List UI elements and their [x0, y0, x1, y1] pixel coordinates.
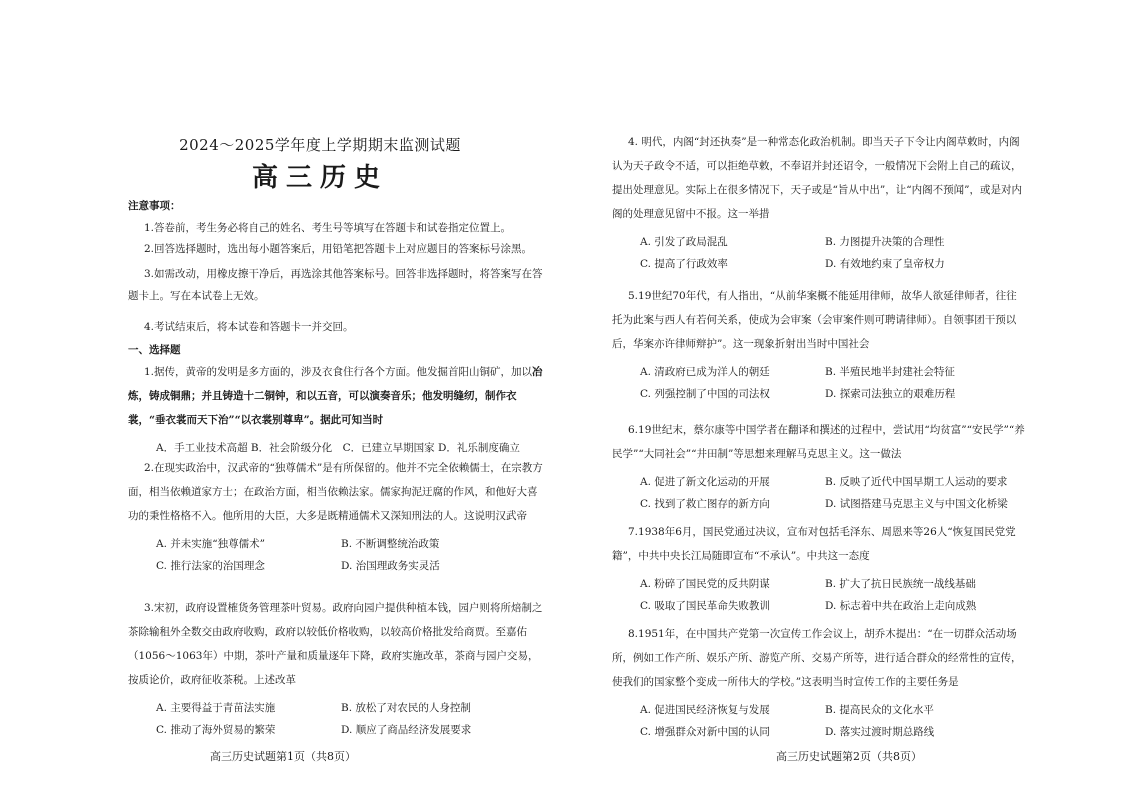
question-5: [612, 284, 1026, 404]
notice-item-2: 2.回答选择题时，选出每小题答案后，用铅笔把答题卡上对应题目的答案标号涂黑。: [144, 243, 533, 256]
option-b: B. 力图提升决策的合理性: [825, 236, 945, 248]
question-4-options: [612, 232, 1026, 274]
option-c: C. 列强控制了中国的司法权: [640, 388, 770, 400]
question-5-stem: 5.19世纪70年代，有人指出，“从前华案概不能延用律师，故华人欲延律师者，往往托为此案与西人有若何关系，使成为会审案（会审案件则可聘请律师）。自领事团干预以后，华案亦许律师辩护”。这一现象折射出当时中国社会: [612, 290, 1017, 350]
option-b: B. 提高民众的文化水平: [825, 704, 934, 716]
option-c: C. 找到了救亡图存的新方向: [640, 498, 770, 510]
option-d: D. 有效地约束了皇帝权力: [825, 258, 945, 270]
question-7-options: [612, 574, 1026, 616]
question-3-options: [128, 698, 546, 740]
question-4: [612, 130, 1026, 274]
question-1-stem-plain: 1.据传，黄帝的发明是多方面的，涉及衣食住行各个方面。他发掘首阳山铜矿，加以: [144, 366, 533, 378]
question-2-options: [128, 534, 546, 576]
section-heading: 一、选择题: [128, 344, 181, 356]
question-1: [128, 360, 546, 458]
option-a: A. 粉碎了国民党的反共阴谋: [640, 578, 770, 590]
option-b: B. 放松了对农民的人身控制: [341, 702, 471, 714]
option-c: C. 推行法家的治国理念: [156, 560, 265, 572]
page-footer: 高三历史试题第1页（共8页）: [210, 750, 356, 763]
question-6-options: [612, 472, 1026, 514]
option-b: B. 扩大了抗日民族统一战线基础: [825, 578, 976, 590]
question-1-stem-bold: 冶炼，铸成铜鼎；并且铸造十二铜钟，和以五音，可以演奏音乐；他发明缝纫，制作衣裳，“垂衣裳而天下治”“以衣裳别尊卑”。据此可知当时: [128, 366, 543, 426]
question-1-stem: [128, 360, 546, 432]
question-5-options: [612, 362, 1026, 404]
subject-title: 高三历史: [251, 163, 388, 193]
page-footer: 高三历史试题第2页（共8页）: [776, 750, 922, 763]
question-3: [128, 596, 546, 740]
option-a: A. 清政府已成为洋人的朝廷: [640, 366, 770, 378]
option-a: A. 主要得益于青苗法实施: [156, 702, 276, 714]
notice-item-1: 1.答卷前，考生务必将自己的姓名、考生号等填写在答题卡和试卷指定位置上。: [144, 222, 512, 234]
option-a: A. 并未实施“独尊儒术”: [156, 538, 265, 550]
option-c: C. 提高了行政效率: [640, 258, 728, 270]
option-b: B. 反映了近代中国早期工人运动的要求: [825, 476, 1008, 488]
notice-item-3: 3.如需改动，用橡皮擦干净后，再选涂其他答案标号。回答非选择题时，将答案写在答题卡上。写在本试卷上无效。: [128, 267, 543, 302]
option-d: D. 标志着中共在政治上走向成熟: [825, 600, 977, 612]
option-d: D. 探索司法独立的艰难历程: [825, 388, 956, 400]
option-b: B. 半殖民地半封建社会特征: [825, 366, 955, 378]
question-7: [612, 520, 1026, 616]
question-2: [128, 456, 546, 576]
question-8-options: [612, 700, 1026, 742]
option-c: C. 增强群众对新中国的认同: [640, 726, 770, 738]
option-c: C. 推动了海外贸易的繁荣: [156, 724, 276, 736]
question-8: [612, 622, 1026, 742]
question-6-stem: 6.19世纪末，蔡尔康等中国学者在翻译和撰述的过程中，尝试用“均贫富”“安民学”“养民学”“大同社会”“井田制”等思想来理解马克思主义。这一做法: [612, 424, 1025, 460]
question-7-stem: 7.1938年6月，国民党通过决议，宣布对包括毛泽东、周恩来等26人“恢复国民党党籍”，中共中央长江局随即宣布“不承认”。中共这一态度: [612, 526, 1016, 562]
option-c: C. 吸取了国民革命失败教训: [640, 600, 770, 612]
option-a: A. 引发了政局混乱: [640, 236, 728, 248]
option-d: D. 试图搭建马克思主义与中国文化桥梁: [825, 498, 1008, 510]
option-d: D. 落实过渡时期总路线: [825, 726, 935, 738]
option-a: A. 促进了新文化运动的开展: [640, 476, 770, 488]
option-d: D. 顺应了商品经济发展要求: [341, 724, 472, 736]
question-8-stem: 8.1951年，在中国共产党第一次宣传工作会议上，胡乔木提出：“在一切群众活动场所，例如工作产所、娱乐产所、游览产所、交易产所等，进行适合群众的经常性的宣传，使我们的国家整个变成一所伟大的学校。”这表明当时宣传工作的主要任务是: [612, 628, 1022, 688]
option-a: A. 促进国民经济恢复与发展: [640, 704, 770, 716]
exam-title: 2024～2025学年度上学期期末监测试题: [179, 136, 461, 154]
question-3-stem: 3.宋初，政府设置榷货务管理茶叶贸易。政府向园户提供种植本钱，园户则将所焙制之茶除输租外全数交由政府收购，政府以较低价格收购，以较高价格批发给商贾。至嘉佑（1056～1063年）中期，茶叶产量和质量逐年下降，政府实施改革，茶商与园户交易，按质论价，政府征收茶税。上述改革: [128, 602, 543, 686]
question-4-stem: 4. 明代，内阁“封还执奏”是一种常态化政治机制。即当天子下令让内阁草敕时，内阁认为天子政令不适，可以拒绝草敕，不奉诏并封还诏令，一般情况下会附上自己的疏议，提出处理意见。实际上在很多情况下，天子或是“旨从中出”，让“内阁不预闻”，或是对内阁的处理意见留中不报。这一举措: [612, 136, 1022, 220]
option-d: D. 治国理政务实灵活: [341, 560, 440, 572]
question-2-stem: 2.在现实政治中，汉武帝的“独尊儒术”是有所保留的。他并不完全依赖儒士，在宗教方面，相当依赖道家方士；在政治方面，相当依赖法家。儒家拘泥迂腐的作风，和他好大喜功的秉性格格不入。他所用的大臣，大多是既精通儒术又深知刑法的人。这说明汉武帝: [128, 462, 543, 522]
page-right: [566, 0, 1132, 800]
question-1-options: A．手工业技术高超 B．社会阶级分化 C．已建立早期国家 D．礼乐制度确立: [156, 442, 520, 454]
notice-item-4: 4.考试结束后，将本试卷和答题卡一并交回。: [144, 320, 354, 333]
notice-heading: 注意事项：: [128, 200, 181, 212]
notice-list: [128, 220, 546, 335]
option-b: B. 不断调整统治政策: [341, 538, 440, 550]
question-6: [612, 418, 1026, 514]
